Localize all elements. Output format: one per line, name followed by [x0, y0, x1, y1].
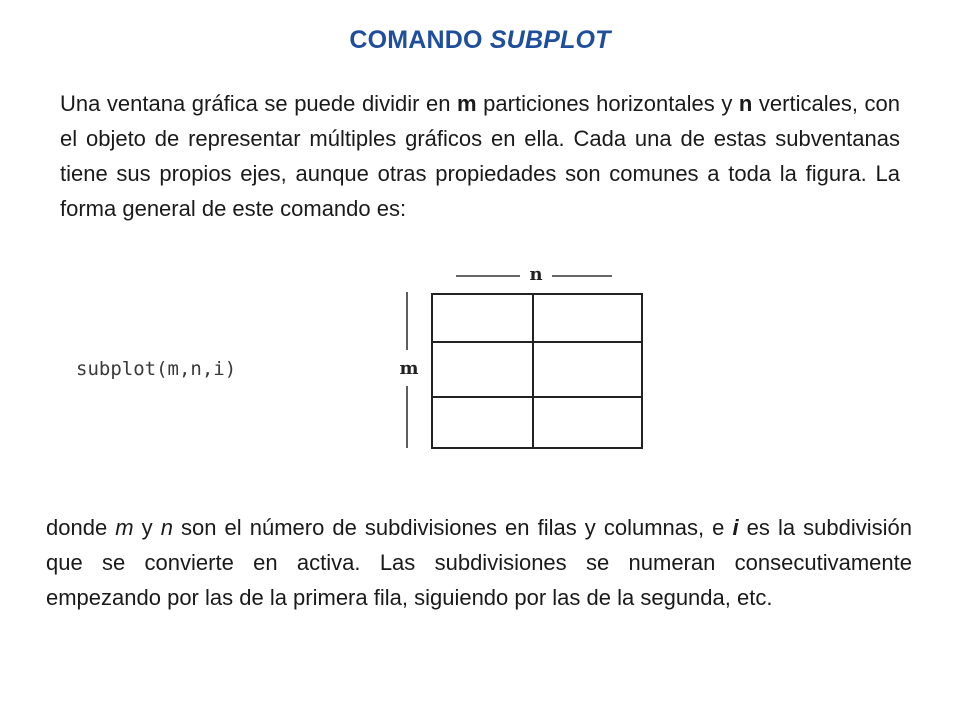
intro-n: n	[738, 91, 753, 116]
outro-m: m	[115, 515, 134, 540]
grid-outline	[432, 294, 642, 448]
outro-paragraph	[46, 510, 912, 615]
outro-n: n	[160, 515, 173, 540]
outro-text-2: y	[133, 515, 161, 540]
title-emphasis: SUBPLOT	[489, 26, 611, 54]
subplot-grid-diagram	[392, 260, 662, 460]
code-example: subplot(m,n,i)	[76, 358, 237, 380]
outro-text-1: donde	[46, 515, 116, 540]
page-title	[0, 26, 960, 55]
intro-text-2: particiones horizontales y	[476, 91, 739, 116]
outro-text-4: es la subdivisión que se convierte en activa. Las subdivisiones se numeran consecutivamente empezando por las de la primera fila, siguiendo por las de la segunda, etc.	[46, 515, 912, 610]
outro-text-3: son el número de subdivisiones en filas y columnas, e	[172, 515, 733, 540]
intro-text-1: Una ventana gráfica se puede dividir en	[60, 91, 458, 116]
n-label: n	[529, 264, 543, 285]
title-prefix: COMANDO	[349, 26, 490, 54]
m-label: m	[399, 358, 419, 379]
intro-m: m	[457, 91, 477, 116]
intro-text-3: verticales, con el objeto de representar múltiples gráficos en ella. Cada una de estas subventanas tiene sus propios ejes, aunque otras propiedades son comunes a toda la figura. La forma general de este comando es:	[60, 91, 901, 221]
intro-paragraph	[60, 86, 900, 226]
outro-i: i	[732, 515, 739, 540]
